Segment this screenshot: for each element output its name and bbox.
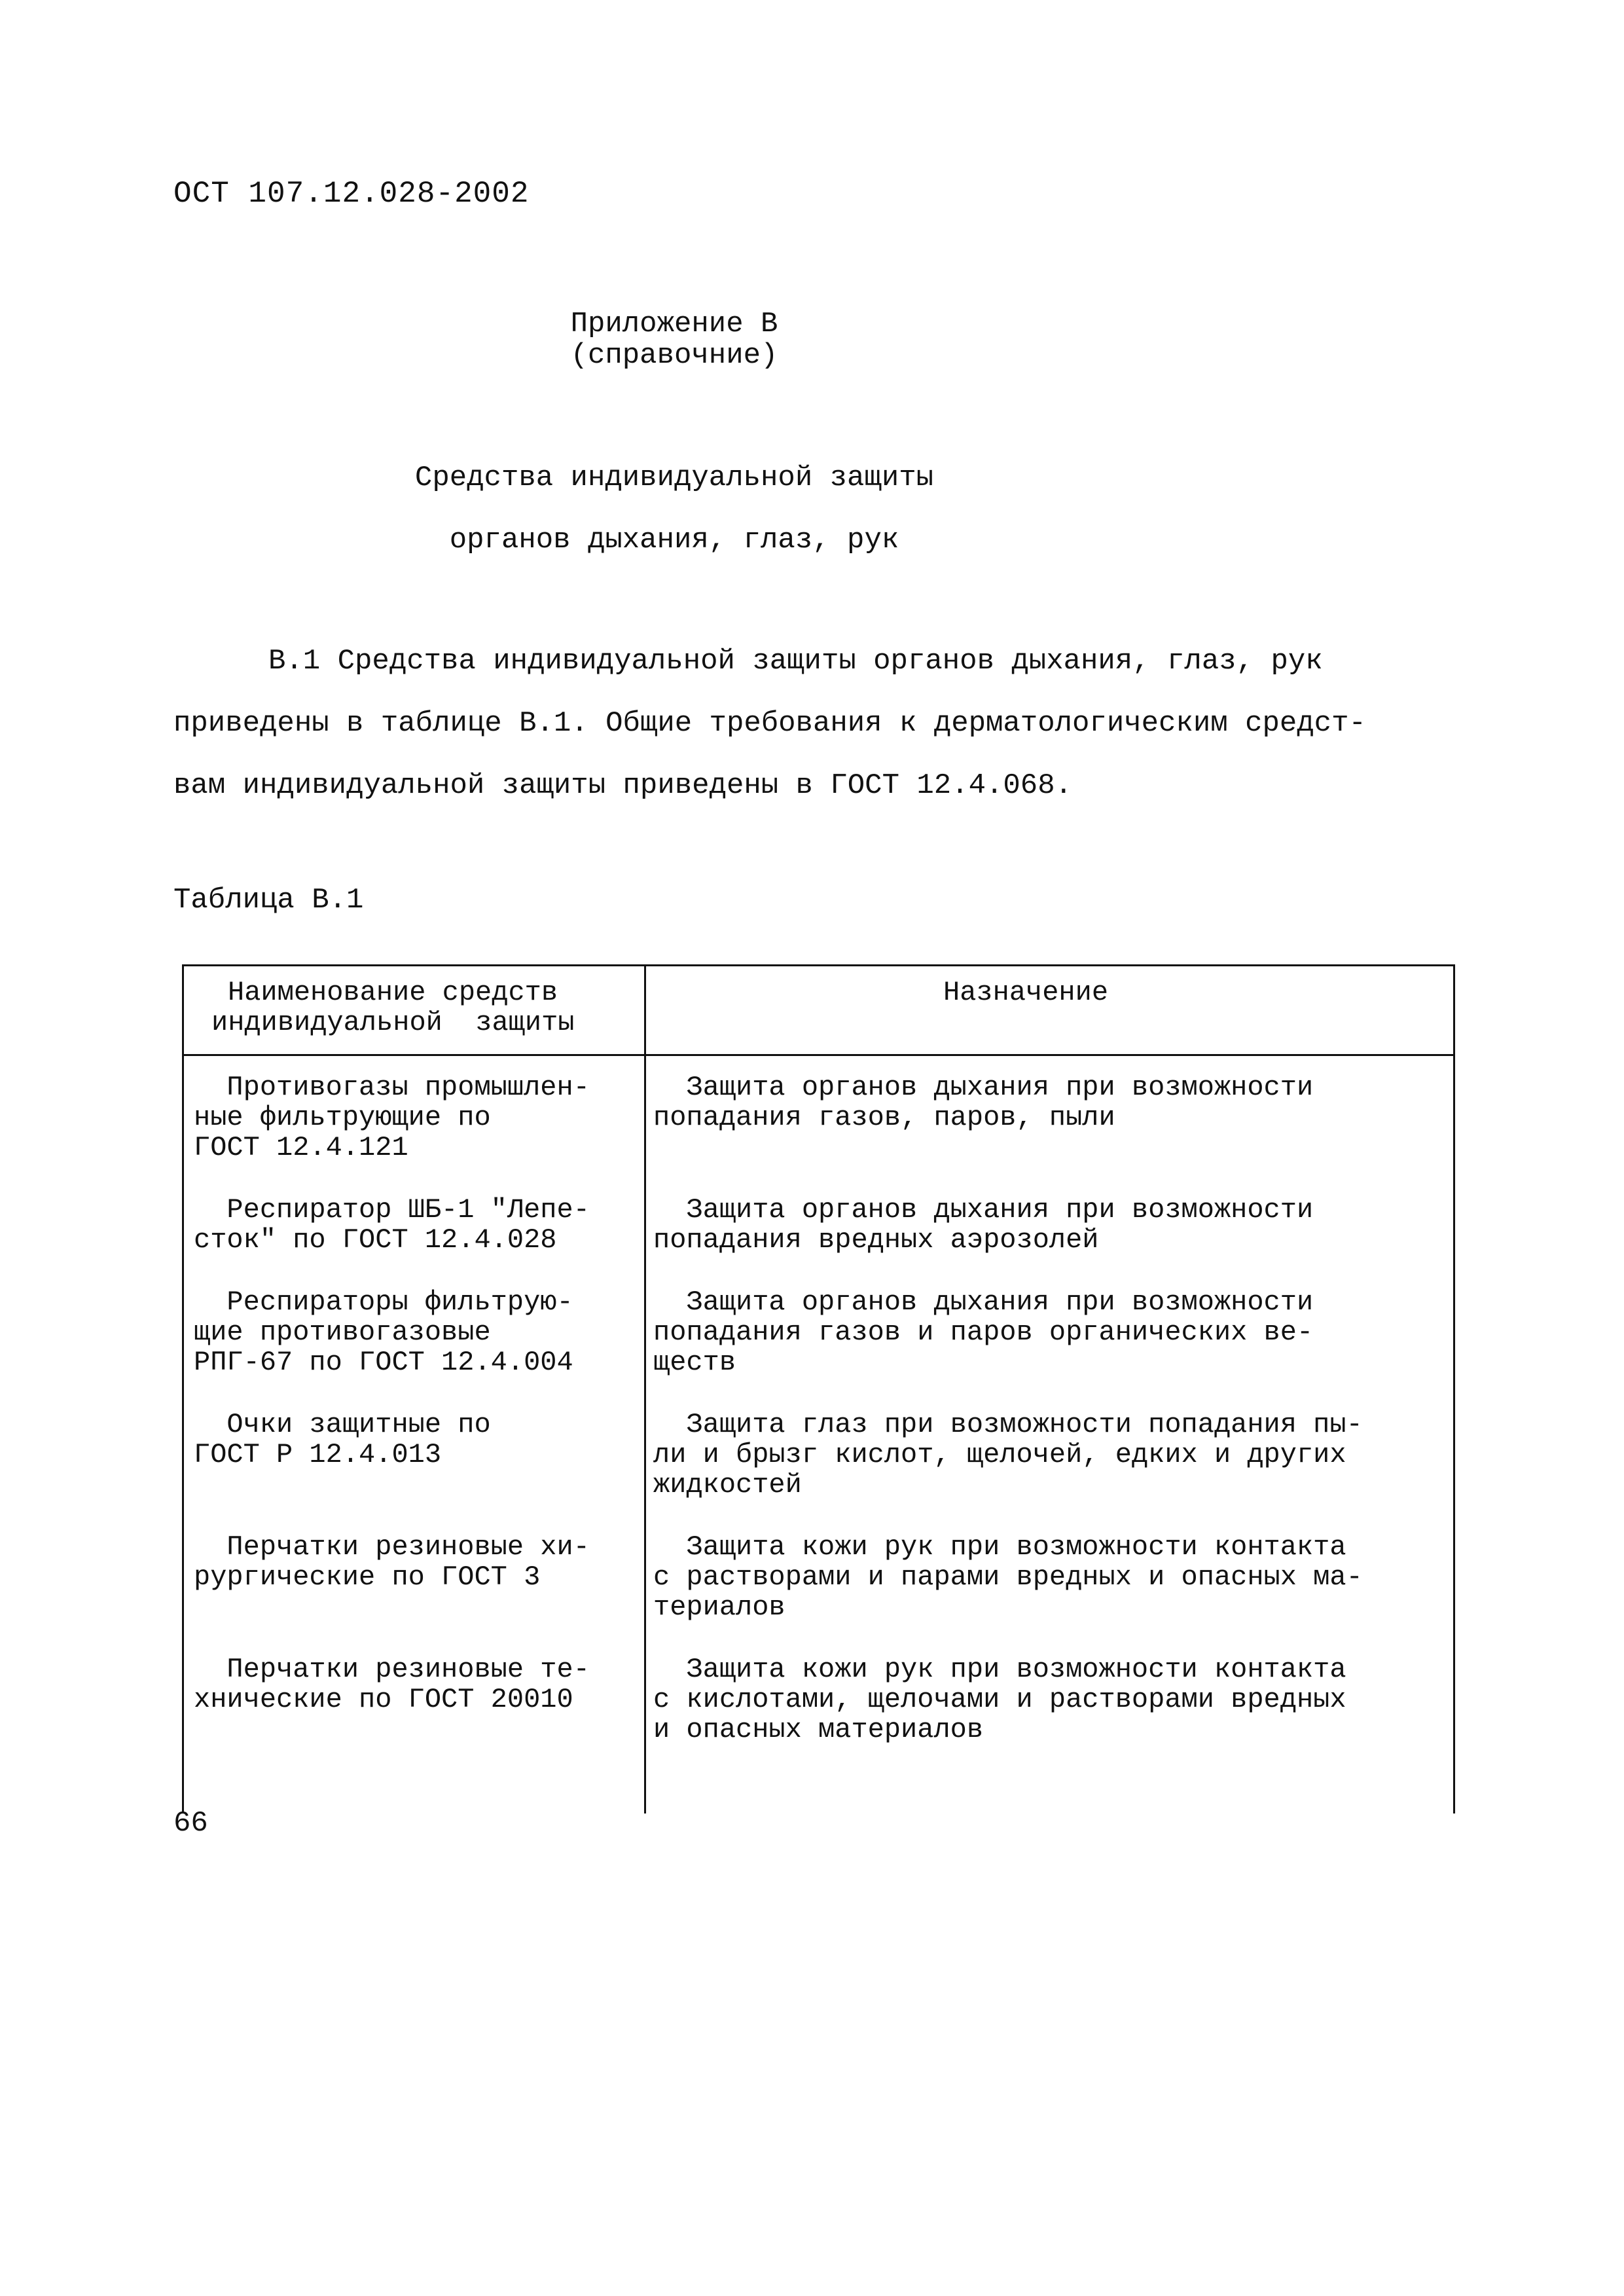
row-6-purpose-line-3: и опасных материалов [653,1714,984,1745]
header-name-line-2: индивидуальной защиты [211,1007,575,1038]
row-3-name-line-1: Респираторы фильтрую- [194,1286,573,1318]
row-5-purpose-line-2: с растворами и парами вредных и опасных ма- [653,1561,1363,1593]
row-1-purpose-line-2: попадания газов, паров, пыли [653,1102,1115,1133]
row-5-name-line-1: Перчатки резиновые хи- [194,1531,590,1563]
section-heading-line-1: Средства индивидуальной защиты [414,462,934,494]
row-5-purpose-line-3: териалов [653,1592,785,1623]
row-1-name-line-3: ГОСТ 12.4.121 [194,1132,408,1163]
protection-table [182,964,1455,1813]
table-right-border [1453,964,1455,1813]
paragraph-line-2: приведены в таблице В.1. Общие требования к дерматологическим средст- [173,707,1366,740]
row-3-purpose-line-2: попадания газов и паров органических ве- [653,1317,1314,1348]
row-5-name-line-2: рургические по ГОСТ 3 [194,1561,541,1593]
table-header-divider [182,1054,1455,1056]
row-6-purpose-line-1: Защита кожи рук при возможности контакта [653,1654,1346,1685]
row-4-name-line-2: ГОСТ Р 12.4.013 [194,1439,442,1470]
header-purpose: Назначение [943,977,1109,1008]
table-left-border [182,964,184,1813]
page-number: 66 [173,1807,208,1840]
row-3-purpose-line-1: Защита органов дыхания при возможности [653,1286,1314,1318]
row-4-purpose-line-1: Защита глаз при возможности попадания пы- [653,1409,1363,1440]
row-4-name-line-1: Очки защитные по [194,1409,491,1440]
row-4-purpose-line-2: ли и брызг кислот, щелочей, едких и других [653,1439,1346,1470]
row-5-purpose-line-1: Защита кожи рук при возможности контакта [653,1531,1346,1563]
row-2-purpose-line-2: попадания вредных аэрозолей [653,1224,1099,1256]
row-6-name-line-1: Перчатки резиновые те- [194,1654,590,1685]
table-top-border [182,964,1455,966]
appendix-title: Приложение В [570,308,778,340]
row-3-name-line-3: РПГ-67 по ГОСТ 12.4.004 [194,1347,573,1378]
row-3-name-line-2: щие противогазовые [194,1317,491,1348]
row-1-purpose-line-1: Защита органов дыхания при возможности [653,1072,1314,1103]
table-column-divider [644,964,646,1813]
row-6-purpose-line-2: с кислотами, щелочами и растворами вредных [653,1684,1346,1715]
header-name-line-1: Наименование средств [228,977,558,1008]
row-1-name-line-2: ные фильтрующие по [194,1102,491,1133]
paragraph-line-1: В.1 Средства индивидуальной защиты органов дыхания, глаз, рук [268,645,1323,678]
section-heading-line-2: органов дыхания, глаз, рук [449,524,899,556]
row-3-purpose-line-3: ществ [653,1347,736,1378]
row-6-name-line-2: хнические по ГОСТ 20010 [194,1684,573,1715]
table-caption: Таблица В.1 [173,884,364,917]
row-1-name-line-1: Противогазы промышлен- [194,1072,590,1103]
appendix-note: (справочние) [570,339,778,372]
row-4-purpose-line-3: жидкостей [653,1469,802,1501]
row-2-name-line-2: сток" по ГОСТ 12.4.028 [194,1224,557,1256]
paragraph-line-3: вам индивидуальной защиты приведены в ГОСТ 12.4.068. [173,769,1073,802]
row-2-purpose-line-1: Защита органов дыхания при возможности [653,1194,1314,1226]
document-code: ОСТ 107.12.028-2002 [173,177,530,211]
row-2-name-line-1: Респиратор ШБ-1 "Лепе- [194,1194,590,1226]
